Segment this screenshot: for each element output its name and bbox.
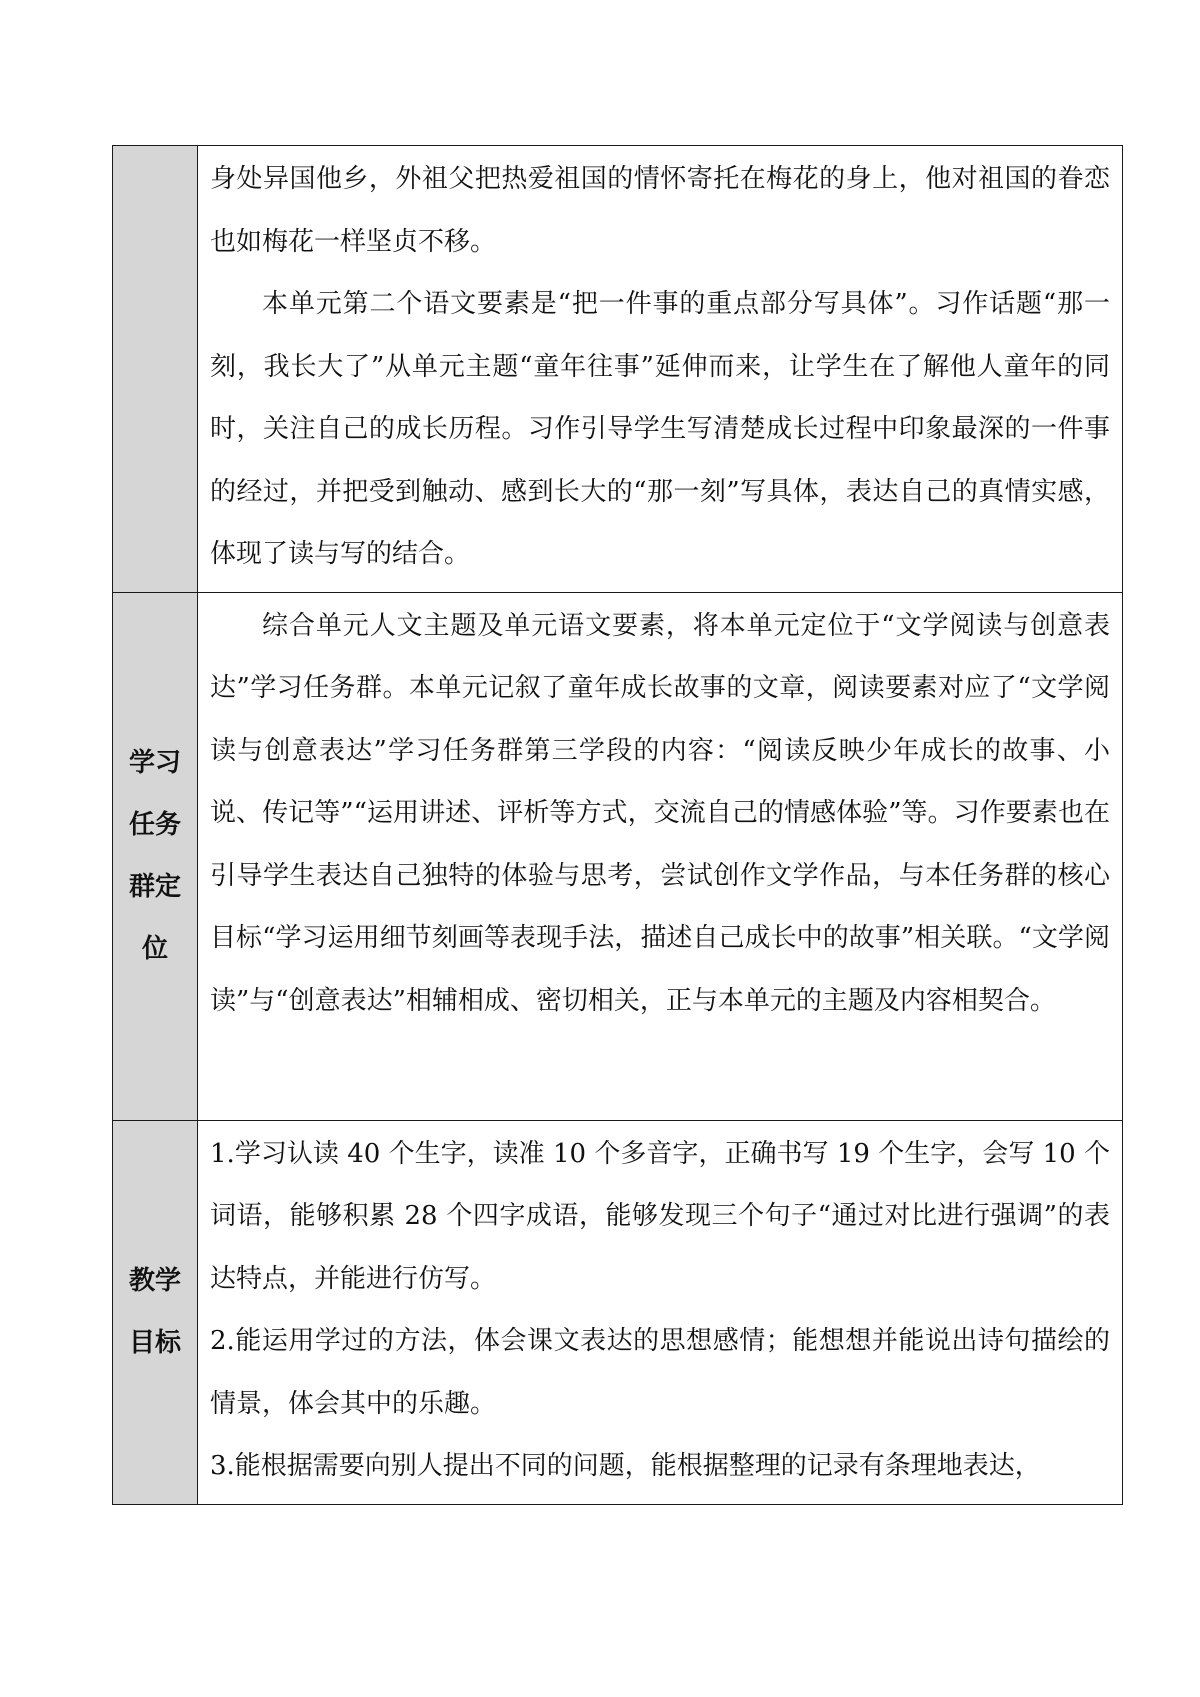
paragraph: 1.学习认读 40 个生字，读准 10 个多音字，正确书写 19 个生字，会写 10 个词语，能够积累 28 个四字成语，能够发现三个句子“通过对比进行强调”的表达特点，并能进行仿写。 — [210, 1138, 1110, 1294]
row-label-line: 任务 — [128, 810, 181, 840]
paragraph: 本单元第二个语文要素是“把一件事的重点部分写具体”。习作话题“那一刻，我长大了”从单元主题“童年往事”延伸而来，让学生在了解他人童年的同时，关注自己的成长历程。习作引导学生写清楚成长过程中印象最深的一件事的经过，并把受到触动、感到长大的“那一刻”写具体，表达自己的真情实感，体现了读与写的结合。 — [210, 289, 1110, 569]
row-label-line: 目标 — [128, 1328, 181, 1358]
table-row-background — [113, 146, 1123, 593]
paragraph: 3.能根据需要向别人提出不同的问题，能根据整理的记录有条理地表达， — [210, 1451, 1041, 1481]
row-content-cell — [198, 592, 1123, 1120]
paragraph: 2.能运用学过的方法，体会课文表达的思想感情；能想想并能说出诗句描绘的情景，体会其中的乐趣。 — [210, 1326, 1110, 1419]
table-row-teaching-goals — [113, 1120, 1123, 1504]
row-label-cell — [113, 1120, 198, 1504]
row-label-cell — [113, 146, 198, 593]
lesson-plan-table — [112, 145, 1123, 1505]
row-label-line: 学习 — [128, 748, 181, 778]
row-label-line: 位 — [141, 934, 168, 964]
row-label-cell — [113, 592, 198, 1120]
paragraph: 综合单元人文主题及单元语文要素，将本单元定位于“文学阅读与创意表达”学习任务群。本单元记叙了童年成长故事的文章，阅读要素对应了“文学阅读与创意表达”学习任务群第三学段的内容：“阅读反映少年成长的故事、小说、传记等”“运用讲述、评析等方式，交流自己的情感体验”等。习作要素也在引导学生表达自己独特的体验与思考，尝试创作文学作品，与本任务群的核心目标“学习运用细节刻画等表现手法，描述自己成长中的故事”相关联。“文学阅读”与“创意表达”相辅相成、密切相关，正与本单元的主题及内容相契合。 — [210, 610, 1110, 1016]
row-label-line: 群定 — [128, 872, 181, 902]
paragraph: 身处异国他乡，外祖父把热爱祖国的情怀寄托在梅花的身上，他对祖国的眷恋也如梅花一样坚贞不移。 — [210, 164, 1110, 257]
row-label-line: 教学 — [128, 1266, 181, 1296]
row-content-cell — [198, 146, 1123, 593]
row-content-cell — [198, 1120, 1123, 1504]
table-row-task-group — [113, 592, 1123, 1120]
